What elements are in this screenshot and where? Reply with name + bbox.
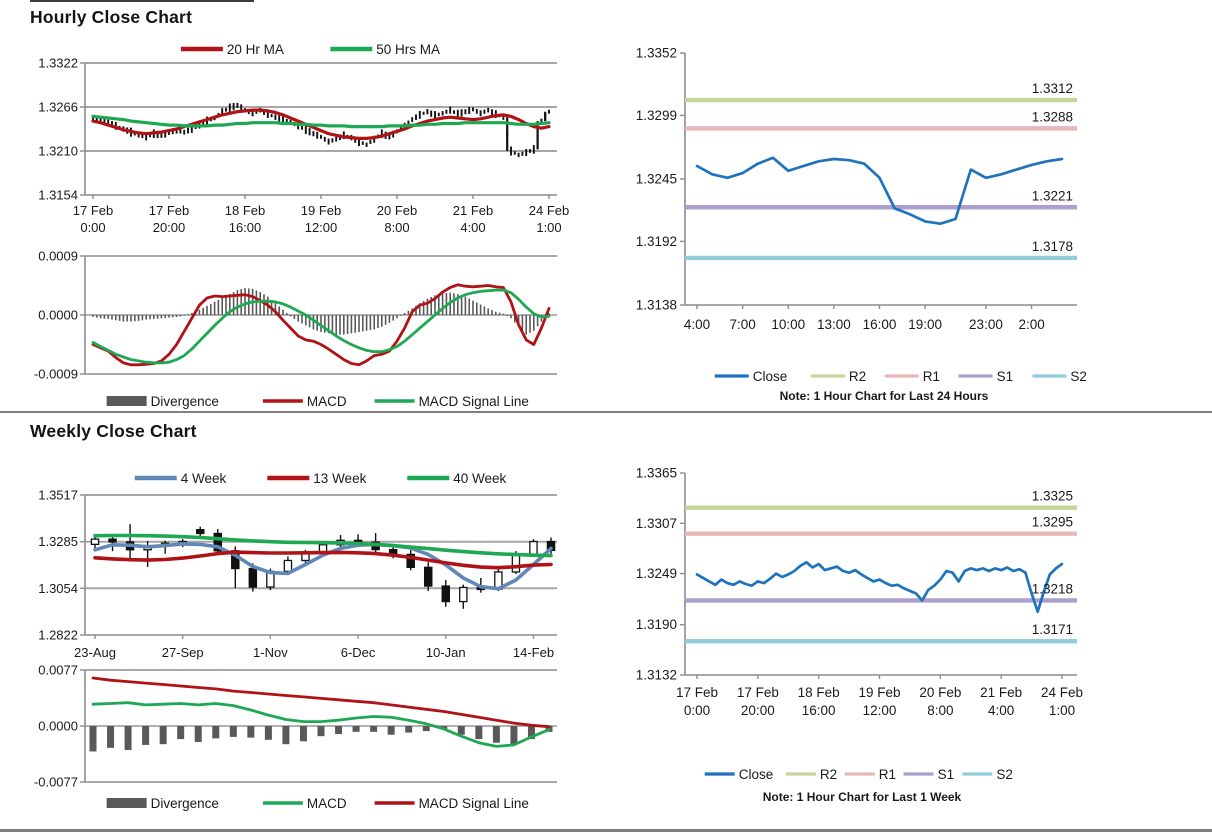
svg-text:1.3132: 1.3132 [635,667,677,683]
svg-text:20:00: 20:00 [152,220,186,235]
svg-text:12:00: 12:00 [304,220,338,235]
svg-text:1.3295: 1.3295 [1031,514,1073,530]
svg-text:1.3245: 1.3245 [635,171,677,187]
svg-text:1.3517: 1.3517 [38,487,78,503]
hourly-price-chart [38,42,569,235]
svg-text:40 Week: 40 Week [453,470,507,486]
svg-text:6-Dec: 6-Dec [340,645,376,660]
svg-text:1.3054: 1.3054 [38,580,78,596]
svg-text:Note: 1 Hour Chart for Last 24: Note: 1 Hour Chart for Last 24 Hours [779,389,989,403]
svg-text:Note: 1 Hour Chart for Last 1: Note: 1 Hour Chart for Last 1 Week [762,790,962,804]
svg-text:1.3178: 1.3178 [1031,238,1073,254]
svg-text:21 Feb: 21 Feb [980,685,1023,700]
svg-text:-0.0009: -0.0009 [33,366,78,382]
svg-text:4 Week: 4 Week [180,470,227,486]
svg-text:1.2822: 1.2822 [38,627,78,643]
svg-text:1.3218: 1.3218 [1031,581,1073,597]
svg-text:17 Feb: 17 Feb [72,203,114,218]
svg-text:1-Nov: 1-Nov [253,645,288,660]
svg-text:1.3138: 1.3138 [635,297,677,313]
svg-text:20 Hr MA: 20 Hr MA [226,41,284,57]
svg-text:18 Feb: 18 Feb [224,203,266,218]
svg-text:R2: R2 [848,368,867,384]
svg-text:16:00: 16:00 [801,703,836,718]
svg-text:S1: S1 [996,368,1014,384]
svg-text:1.3190: 1.3190 [635,617,677,633]
svg-text:1.3312: 1.3312 [1031,81,1073,97]
svg-text:1.3288: 1.3288 [1031,109,1073,125]
svg-text:MACD: MACD [306,393,347,409]
svg-text:8:00: 8:00 [384,220,410,235]
svg-text:1:00: 1:00 [1048,703,1076,718]
svg-text:17 Feb: 17 Feb [675,685,719,700]
svg-text:4:00: 4:00 [988,703,1015,718]
svg-text:1.3266: 1.3266 [38,99,78,115]
svg-text:-0.0077: -0.0077 [33,774,78,790]
svg-text:MACD Signal Line: MACD Signal Line [418,393,529,409]
svg-text:MACD Signal Line: MACD Signal Line [418,795,529,811]
svg-text:0:00: 0:00 [683,703,711,718]
svg-text:17 Feb: 17 Feb [736,685,779,700]
svg-text:13 Week: 13 Week [313,470,367,486]
svg-text:17 Feb: 17 Feb [148,203,190,218]
weekly-sr-chart [636,466,1083,805]
svg-text:1.3299: 1.3299 [635,107,677,123]
svg-text:1.3221: 1.3221 [1031,188,1073,204]
svg-text:4:00: 4:00 [683,317,711,332]
svg-text:13:00: 13:00 [816,317,851,332]
svg-text:14-Feb: 14-Feb [512,645,555,660]
svg-text:4:00: 4:00 [460,220,486,235]
svg-text:12:00: 12:00 [862,703,897,718]
svg-text:0.0009: 0.0009 [38,248,78,264]
svg-text:1.3325: 1.3325 [1031,488,1073,504]
svg-text:24 Feb: 24 Feb [1040,685,1084,700]
svg-text:Divergence: Divergence [150,795,219,811]
hourly-macd-panel [34,249,557,409]
svg-text:0.0077: 0.0077 [38,662,78,678]
svg-text:23:00: 23:00 [969,317,1003,332]
svg-text:19 Feb: 19 Feb [858,685,901,700]
svg-text:19 Feb: 19 Feb [300,203,342,218]
svg-text:1.3307: 1.3307 [635,515,677,531]
svg-text:7:00: 7:00 [729,317,756,332]
hourly-sr-chart [636,46,1087,404]
svg-text:Divergence: Divergence [150,393,219,409]
svg-text:1.3322: 1.3322 [38,55,78,71]
hourly-section-title: Hourly Close Chart [30,7,193,27]
svg-text:R2: R2 [819,766,838,782]
svg-text:0.0000: 0.0000 [38,718,78,734]
svg-text:1.3285: 1.3285 [38,534,78,550]
svg-text:S2: S2 [1070,368,1087,384]
svg-text:1.3171: 1.3171 [1031,622,1073,638]
svg-text:20 Feb: 20 Feb [919,685,962,700]
weekly-section-title: Weekly Close Chart [30,421,197,441]
svg-text:R1: R1 [878,766,896,782]
svg-text:1.3352: 1.3352 [635,45,677,61]
svg-text:24 Feb: 24 Feb [528,203,570,218]
svg-text:27-Sep: 27-Sep [161,645,204,660]
svg-text:18 Feb: 18 Feb [797,685,840,700]
svg-text:0.0000: 0.0000 [38,307,78,323]
svg-text:23-Aug: 23-Aug [74,645,116,660]
svg-text:19:00: 19:00 [908,317,943,332]
svg-text:1.3154: 1.3154 [38,187,78,203]
svg-text:50 Hrs MA: 50 Hrs MA [376,41,441,57]
svg-text:S2: S2 [996,766,1013,782]
svg-text:8:00: 8:00 [927,703,954,718]
svg-text:10-Jan: 10-Jan [425,645,466,660]
svg-text:16:00: 16:00 [228,220,262,235]
svg-text:1.3249: 1.3249 [635,566,677,582]
svg-text:10:00: 10:00 [771,317,806,332]
svg-text:2:00: 2:00 [1018,317,1045,332]
svg-text:16:00: 16:00 [862,317,897,332]
weekly-price-chart [38,471,557,660]
svg-text:S1: S1 [937,766,955,782]
svg-text:R1: R1 [922,368,940,384]
svg-text:20:00: 20:00 [740,703,775,718]
svg-text:21 Feb: 21 Feb [452,203,494,218]
svg-text:1.3210: 1.3210 [38,143,78,159]
svg-text:1.3192: 1.3192 [635,233,677,249]
weekly-macd-panel [34,663,557,811]
svg-text:1:00: 1:00 [536,220,562,235]
svg-text:1.3365: 1.3365 [635,465,677,481]
svg-text:20 Feb: 20 Feb [376,203,418,218]
svg-text:MACD: MACD [306,795,347,811]
svg-text:0:00: 0:00 [80,220,106,235]
svg-text:Close: Close [752,368,788,384]
svg-text:Close: Close [738,766,774,782]
